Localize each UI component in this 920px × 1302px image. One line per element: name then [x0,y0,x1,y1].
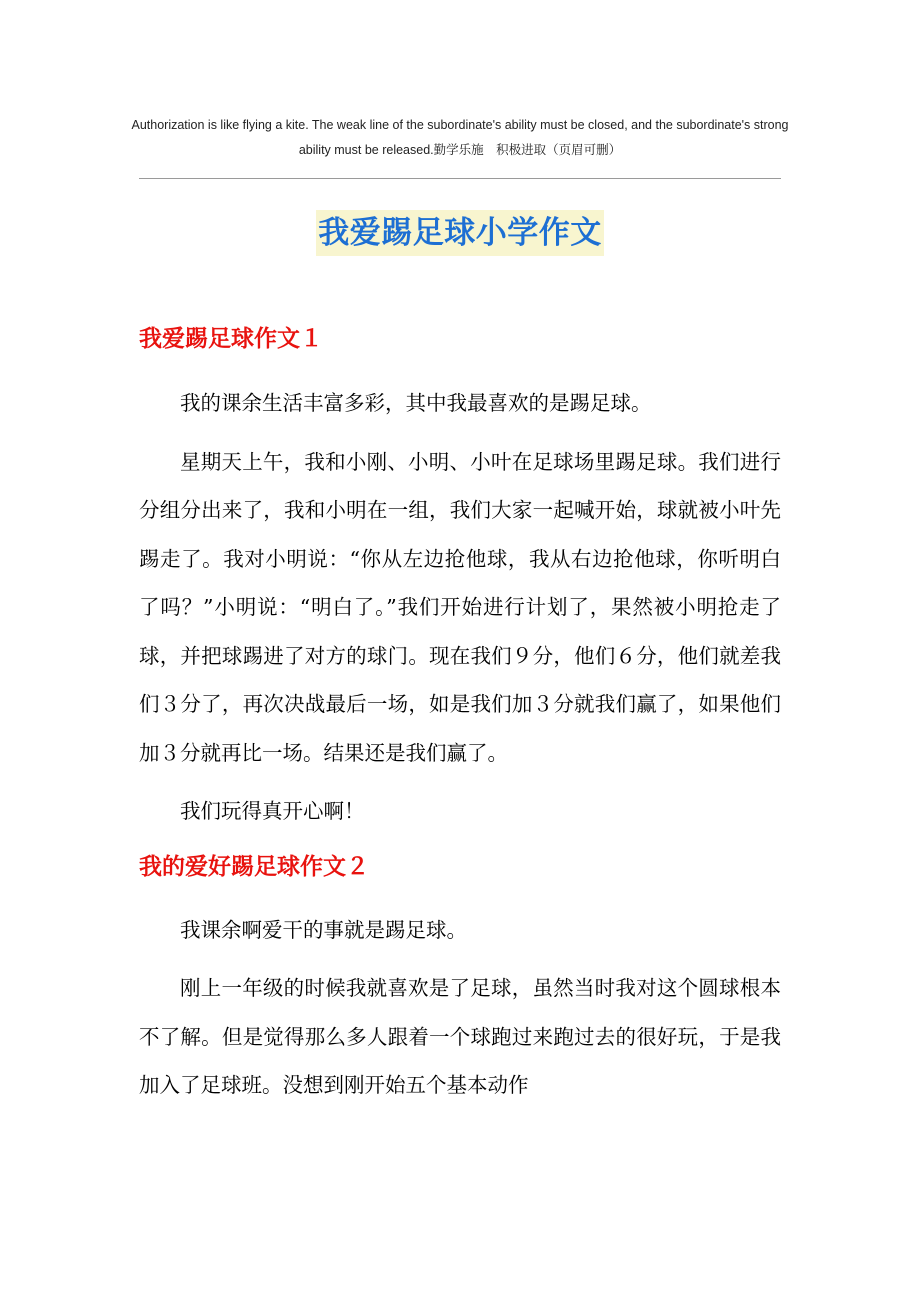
paragraph: 星期天上午，我和小刚、小明、小叶在足球场里踢足球。我们进行分组分出来了，我和小明在一组，我们大家一起喊开始，球就被小叶先踢走了。我对小明说：“你从左边抢他球，我从右边抢他球，你听明白了吗？”小明说：“明白了。”我们开始进行计划了，果然被小明抢走了球，并把球踢进了对方的球门。现在我们９分，他们６分，他们就差我们３分了，再次决战最后一场，如是我们加３分就我们赢了，如果他们加３分就再比一场。结果还是我们赢了。 [139,449,781,765]
title-container [0,210,920,256]
document-body [139,318,781,1110]
section-heading-1: 我爱踢足球作文１ [139,326,323,352]
paragraph: 我们玩得真开心啊！ [180,799,365,823]
paragraph: 刚上一年级的时候我就喜欢是了足球，虽然当时我对这个圆球根本不了解。但是觉得那么多人跟着一个球跑过来跑过去的很好玩，于是我加入了足球班。没想到刚开始五个基本动作 [139,976,781,1097]
paragraph: 我课余啊爱干的事就是踢足球。 [180,917,467,942]
header-text: Authorization is like flying a kite. The weak line of the subordinate's ability must be closed, and the subordinate's strong ability must be released.勤学乐施 积极进取（页眉可删） [131,118,789,157]
header-divider [139,178,781,179]
section-heading-2: 我的爱好踢足球作文２ [139,853,369,880]
page-header [130,113,790,163]
paragraph: 我的课余生活丰富多彩，其中我最喜欢的是踢足球。 [180,391,652,415]
document-title: 我爱踢足球小学作文 [316,210,604,256]
